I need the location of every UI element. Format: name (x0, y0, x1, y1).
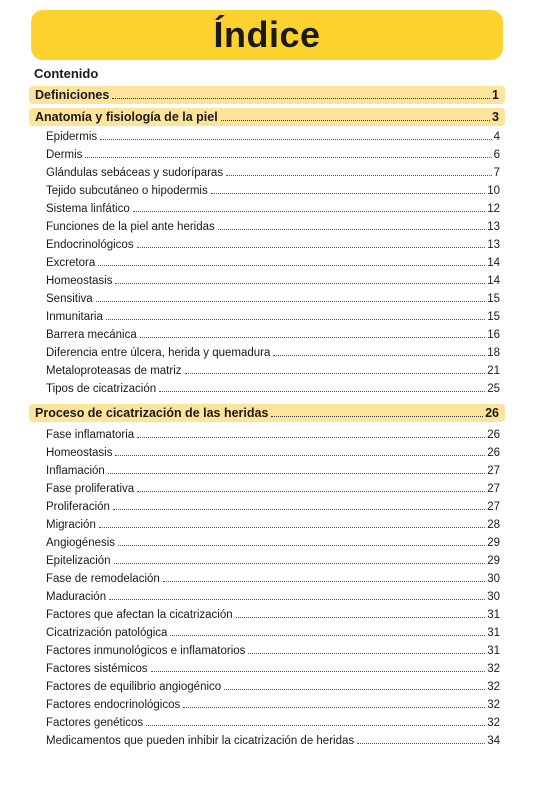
toc-entry-page: 13 (487, 221, 500, 233)
toc-entry-page: 31 (487, 645, 500, 657)
toc-entry-page: 27 (487, 483, 500, 495)
toc-entry[interactable] (46, 554, 500, 572)
toc-entry-label: Homeostasis (46, 447, 113, 459)
dot-leader (357, 742, 485, 744)
toc-entry[interactable] (46, 428, 500, 446)
toc-entry-page: 15 (487, 311, 500, 323)
toc-entry-page: 27 (487, 501, 500, 513)
toc-entry-label: Factores endocrinológicos (46, 699, 181, 711)
toc-entry-page: 30 (487, 591, 500, 603)
toc-entry[interactable] (46, 482, 500, 500)
toc-entry[interactable] (46, 536, 500, 554)
toc-entry-page: 27 (487, 465, 500, 477)
dot-leader (226, 174, 492, 176)
dot-leader (151, 670, 486, 672)
toc-entry[interactable] (46, 184, 500, 202)
dot-leader (114, 562, 486, 564)
toc-entry-page: 13 (487, 239, 500, 251)
dot-leader (221, 119, 490, 121)
toc-entry-label: Fase proliferativa (46, 483, 135, 495)
dot-leader (183, 706, 485, 708)
toc-section-entry[interactable] (29, 86, 505, 104)
dot-leader (248, 652, 485, 654)
toc-entry-label: Dermis (46, 149, 83, 161)
toc-entry-label: Tipos de cicatrización (46, 383, 157, 395)
toc-entry-label: Endocrinológicos (46, 239, 134, 251)
toc-entry-label: Factores genéticos (46, 717, 144, 729)
dot-leader (137, 436, 485, 438)
dot-leader (106, 318, 485, 320)
title-banner (31, 10, 503, 60)
dot-leader (112, 97, 490, 99)
toc-entry[interactable] (46, 220, 500, 238)
toc-entry[interactable] (46, 382, 500, 400)
dot-leader (100, 138, 491, 140)
toc-entry-page: 12 (487, 203, 500, 215)
toc-entry-page: 1 (492, 88, 499, 102)
toc-entry[interactable] (46, 716, 500, 734)
dot-leader (115, 454, 485, 456)
toc-entry-page: 31 (487, 609, 500, 621)
toc-entry-label: Sistema linfático (46, 203, 130, 215)
toc-entry[interactable] (46, 166, 500, 184)
toc-entry-label: Fase de remodelación (46, 573, 160, 585)
toc-entry-page: 32 (487, 717, 500, 729)
dot-leader (108, 472, 485, 474)
dot-leader (224, 688, 485, 690)
toc-entry-page: 29 (487, 537, 500, 549)
toc-entry-page: 25 (487, 383, 500, 395)
dot-leader (115, 282, 485, 284)
toc-entry-page: 26 (485, 406, 499, 420)
dot-leader (133, 210, 485, 212)
toc-entry-page: 3 (492, 110, 499, 124)
toc-entry-label: Proceso de cicatrización de las heridas (35, 406, 269, 420)
toc-entry[interactable] (46, 446, 500, 464)
toc-entry-label: Sensitiva (46, 293, 93, 305)
toc-section-entry[interactable] (29, 404, 505, 422)
dot-leader (271, 415, 483, 417)
toc-entry[interactable] (46, 644, 500, 662)
toc-entry-label: Barrera mecánica (46, 329, 137, 341)
toc-entry-page: 4 (493, 131, 500, 143)
toc-entry[interactable] (46, 608, 500, 626)
toc-entry-label: Homeostasis (46, 275, 113, 287)
toc-entry-page: 30 (487, 573, 500, 585)
toc-entry-page: 26 (487, 429, 500, 441)
toc-entry-label: Metaloproteasas de matriz (46, 365, 182, 377)
toc-entry-page: 32 (487, 681, 500, 693)
toc-entry[interactable] (46, 698, 500, 716)
dot-leader (85, 156, 491, 158)
dot-leader (98, 264, 485, 266)
toc-entry-label: Factores que afectan la cicatrización (46, 609, 233, 621)
toc-entry-label: Inmunitaria (46, 311, 103, 323)
dot-leader (137, 490, 485, 492)
toc-entry-label: Cicatrización patológica (46, 627, 168, 639)
toc-entry[interactable] (46, 148, 500, 166)
dot-leader (273, 354, 485, 356)
toc-entry-page: 14 (487, 257, 500, 269)
dot-leader (163, 580, 485, 582)
toc-entry[interactable] (46, 662, 500, 680)
toc-entry[interactable] (46, 292, 500, 310)
dot-leader (159, 390, 485, 392)
toc-entry-label: Maduración (46, 591, 107, 603)
toc-entry-page: 32 (487, 699, 500, 711)
toc-entry-label: Fase inflamatoria (46, 429, 135, 441)
toc-entry-page: 15 (487, 293, 500, 305)
toc-entry[interactable] (46, 518, 500, 536)
toc-entry-page: 10 (487, 185, 500, 197)
toc-entry[interactable] (46, 364, 500, 382)
toc-entry[interactable] (46, 328, 500, 346)
toc-entry[interactable] (46, 256, 500, 274)
toc-entry[interactable] (46, 346, 500, 364)
toc-entry-page: 34 (487, 735, 500, 747)
toc-entry[interactable] (46, 202, 500, 220)
toc-entry-label: Glándulas sebáceas y sudoríparas (46, 167, 224, 179)
dot-leader (236, 616, 486, 618)
toc-entry[interactable] (46, 500, 500, 518)
toc-entry[interactable] (46, 130, 500, 148)
toc-entry-label: Tejido subcutáneo o hipodermis (46, 185, 208, 197)
toc-entry-page: 14 (487, 275, 500, 287)
dot-leader (109, 598, 485, 600)
dot-leader (113, 508, 485, 510)
toc-entry[interactable] (46, 238, 500, 256)
dot-leader (99, 526, 485, 528)
toc-entry[interactable] (46, 734, 500, 752)
toc-section-entry[interactable] (29, 108, 505, 126)
toc-entry[interactable] (46, 680, 500, 698)
toc-entry-label: Definiciones (35, 88, 110, 102)
toc-entry-page: 16 (487, 329, 500, 341)
toc-entry[interactable] (46, 572, 500, 590)
toc-entry[interactable] (46, 274, 500, 292)
page-title: Índice (213, 14, 321, 55)
toc-entry-page: 28 (487, 519, 500, 531)
dot-leader (170, 634, 485, 636)
toc-entry-label: Inflamación (46, 465, 105, 477)
toc-entry-page: 29 (487, 555, 500, 567)
dot-leader (218, 228, 485, 230)
toc-entry[interactable] (46, 464, 500, 482)
toc-entry-page: 21 (487, 365, 500, 377)
toc-entry-label: Migración (46, 519, 96, 531)
contents-heading: Contenido (34, 66, 99, 81)
toc-entry-label: Proliferación (46, 501, 110, 513)
dot-leader (185, 372, 486, 374)
toc-entry-page: 6 (493, 149, 500, 161)
toc-entry-label: Anatomía y fisiología de la piel (35, 110, 218, 124)
toc-entry-label: Medicamentos que pueden inhibir la cicatrización de heridas (46, 735, 355, 747)
toc-entry-label: Factores inmunológicos e inflamatorios (46, 645, 246, 657)
toc-entry-label: Factores de equilibrio angiogénico (46, 681, 222, 693)
toc-entry[interactable] (46, 590, 500, 608)
toc-entry-page: 18 (487, 347, 500, 359)
toc-entry-label: Factores sistémicos (46, 663, 148, 675)
dot-leader (137, 246, 486, 248)
toc-entry-label: Funciones de la piel ante heridas (46, 221, 215, 233)
toc-entry-label: Angiogénesis (46, 537, 116, 549)
toc-entry-label: Diferencia entre úlcera, herida y quemadura (46, 347, 271, 359)
dot-leader (118, 544, 485, 546)
toc-entry-page: 7 (493, 167, 500, 179)
dot-leader (96, 300, 486, 302)
toc-entry-label: Epitelización (46, 555, 111, 567)
toc-entry-page: 32 (487, 663, 500, 675)
toc-entry-label: Epidermis (46, 131, 98, 143)
toc-entry-page: 31 (487, 627, 500, 639)
toc-entry[interactable] (46, 626, 500, 644)
dot-leader (211, 192, 485, 194)
toc-entry[interactable] (46, 310, 500, 328)
toc-entry-page: 26 (487, 447, 500, 459)
toc-entry-label: Excretora (46, 257, 96, 269)
dot-leader (140, 336, 485, 338)
dot-leader (146, 724, 485, 726)
